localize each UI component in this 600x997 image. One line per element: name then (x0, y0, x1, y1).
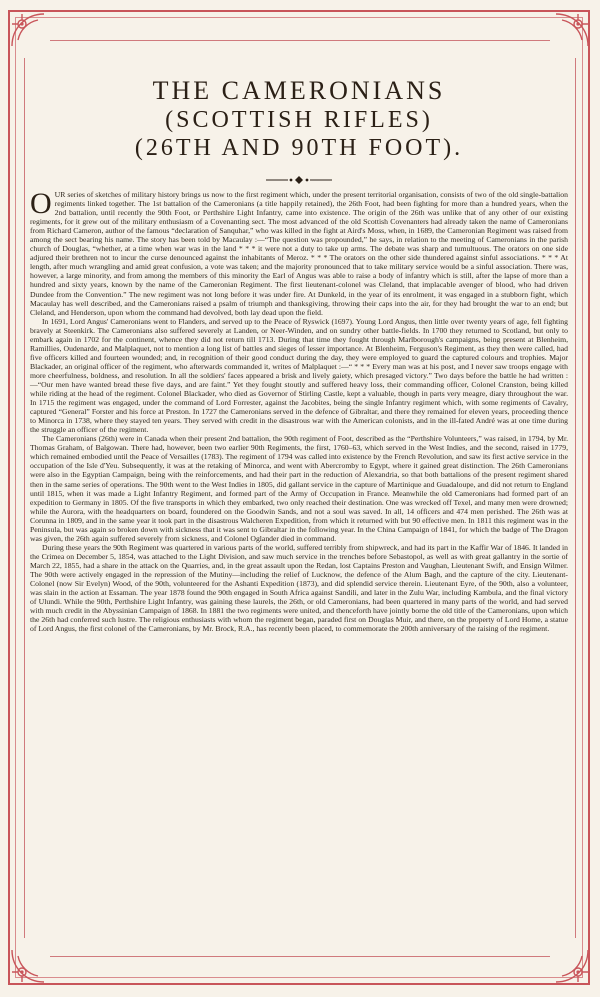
title-line-3: (26TH AND 90TH FOOT). (134, 135, 464, 161)
page-title (30, 76, 568, 162)
corner-ornament-bottom-right-icon (552, 946, 592, 986)
corner-ornament-top-left-icon (8, 10, 48, 50)
title-line-1: THE CAMERONIANS (152, 76, 446, 105)
paragraph: OUR series of sketches of military history brings us now to the first regiment which, under the present territorial organisation, consists of two of the old single-battalion regiments linked together. The 1st battalion of the Cameronians (a title happily retained), the 26th Foot, had been fighting for more than a hundred years, when the 2nd battalion, until recently the 90th Foot, or Perthshire Light Infantry, came into existence. The origin of the 26th was unlike that of any other of our existing regiments, for it grew out of the military enthusiasm of a Covenanting sect. The most advanced of the old Scottish Covenanters had already taken the name of Cameronians from Richard Cameron, author of the famous “declaration of Sanquhar,” who was killed in the fight at Aird's Moss, when, in 1689, the Cameronian Regiment was raised from among the sect bearing his name. The story has been told by Macaulay :—“The question was propounded,” he says, in relation to the meeting of Cameronians in the parish church of Douglas, “whether, at a time when war was in the land * * * it were not a duty to take up arms. The debate was sharp and tumultuous. The orators on one side adjured their brethren not to incur the curse denounced against the inhabitants of Meroz. * * * The orators on the other side thundered against sinful associations. * * * At length, after much wrangling and amid great confusion, a vote was taken; and the majority pronounced that to take military service would be a sinful association. There was, however, a large minority, and from among the members of this minority the Earl of Angus was able to raise a body of infantry which is still, after the lapse of more than a hundred and sixty years, known by the name of the Cameronian Regiment. The first lieutenant-colonel was Cleland, that implacable avenger of blood, who had driven Dundee from the Convention.” The new regiment was not long before it was under fire. At Dunkeld, in the year of its enrolment, it was engaged in a stubborn fight, which Macaulay has well described, and the Cameronians raised a psalm of triumph and thanksgiving, throwing their caps into the air, for they had brought the war to an end; but Cleland, and Henderson, upon whom the command had devolved, both lay dead upon the field. (30, 187, 568, 317)
top-rule (50, 40, 550, 41)
left-rule (24, 58, 25, 938)
title-line-2: (SCOTTISH RIFLES) (165, 107, 433, 133)
paragraph: During these years the 90th Regiment was quartered in various parts of the world, suffered terribly from shipwreck, and had its part in the Kaffir War of 1846. It landed in the Crimea on December 5, 1854, was attached to the Light Division, and saw much service in the trenches before Sebastopol, as well as with great gallantry in the sortie of March 22, 1855, had a share in the attack on the Quarries, and, in the great assault upon the Redan, lost Captains Preston and Vaughan, Lieutenant Swift, and Ensign Wilmer. The 90th were actively engaged in the repression of the Mutiny—including the relief of Lucknow, the defence of the Alum Bagh, and the capture of the city. Lieutenant-Colonel (now Sir Evelyn) Wood, of the 90th, volunteered for the Ashanti Expedition (1873), and did splendid service therein. Lieutenant Eyre, of the 90th, also a volunteer, was slain in the action at Essaman. The year 1878 found the 90th engaged in South Africa against Sandili, and later in the Zulu War, including Kambula, and the final victory of Ulundi. While the 90th, Perthshire Light Infantry, was gaining these laurels, the 26th, or old Cameronians, had been quartered in many parts of the world, and had served with much credit in the Abyssinian Campaign of 1868. In 1881 the two regiments were united, and thenceforth have jointly borne the old title of the Cameronians, upon which the 26th had conferred such lustre. The religious enthusiasts with whom the regiment began, paraded first on Douglas Muir, and there, on the property of Lord Home, a statue of Lord Angus, the first colonel of the Cameronians, by Mr. Brock, R.A., has recently been placed, to commemorate the 200th anniversary of the raising of the regiment. (30, 542, 568, 634)
article-body (30, 187, 568, 634)
right-rule (575, 58, 576, 938)
drop-cap: O (30, 187, 52, 220)
paragraph: The Cameronians (26th) were in Canada when their present 2nd battalion, the 90th regiment of Foot, described as the “Perthshire Volunteers,” was raised, in 1794, by Mr. Thomas Graham, of Balgowan. There had, however, been two earlier 90th Regiments, the first, 1760–63, which served in the West Indies, and the second, raised in 1779, which remained embodied until the Peace of Versailles (1783). The regiment of 1794 was called into existence by the French Revolution, and saw its first active service in the occupation of the Isle d'Yeu. Subsequently, it was at the retaking of Minorca, and went with Abercromby to Egypt, where it gained great distinction. The 26th Cameronians were also in the Egyptian Campaign, being with the reinforcements, and had their part in the reduction of Alexandria, so that both battalions of the present regiment shared then in the same series of operations. The 90th went to the West Indies in 1805, did gallant service in the capture of Martinique and Guadaloupe, and did not return to England until 1815, when it was made a Light Infantry Regiment, and formed part of the Army of Occupation in France. Meanwhile the old Cameronians had formed part of an expedition to Germany in 1805. Of the five transports in which they embarked, two only reached their destination. One was wrecked off Texel, and many men were drowned; while the Aurora, with the headquarters on board, foundered on the Goodwin Sands, and not a soul was saved. In all, 14 officers and 474 men perished. The 26th was at Corunna in 1809, and in the same year it took part in the disastrous Walcheren Expedition, from which it returned with but 90 effective men. In 1811 this regiment was in the Peninsula, but was again so broken down with sickness that it was sent to Gibraltar in the following year. In the China Campaign of 1841, for which the badge of The Dragon was given, the 26th again suffered severely from sickness, and Colonel Oglander died in command. (30, 434, 568, 543)
corner-ornament-top-right-icon (552, 10, 592, 50)
fleuron-divider-icon (30, 172, 568, 182)
bottom-rule (50, 956, 550, 957)
article (30, 66, 568, 633)
corner-ornament-bottom-left-icon (8, 946, 48, 986)
paragraph: In 1691, Lord Angus' Cameronians went to Flanders, and served up to the Peace of Ryswick (1697). Young Lord Angus, then little over twenty years of age, fell fighting bravely at Steenkirk. The Cameronians also suffered severely at Landen, or Neer-Winden, and on sundry other battle-fields. In 1700 they returned to Scotland, but only to embark again in 1702 for the continent, whence they did not return till 1713. During that time they fought through Marlborough's campaigns, being present at Blenheim, Ramillies, Oudenarde, and Malplaquet, not to mention a long list of battles and sieges of lesser importance. At Blenheim, Ferguson's Regiment, as they then were called, had five officers killed and fourteen wounded; and, in recognition of their good conduct during the day, they were employed to guard the captured colours and trophies. Major Blackader, an original officer of the regiment, who afterwards commanded it, writes of Malplaquet :—“ * * * Every man was at his post, and I never saw troops engage with more cheerfulness, boldness, and resolution. In all the soldiers' faces appeared a brisk and lively gaiety, which presaged victory.” Two days before the battle he had written :—“Our men have wanted bread these five days, and are faint.” Yet they fought stoutly and suffered heavy loss, their commanding officer, Colonel Cranston, being killed while riding at the head of the regiment. Colonel Blackader, who died as Governor of Stirling Castle, kept a valuable, though in parts very meagre, diary throughout the war. In 1715 the regiment was engaged, under the command of Lord Forrester, against the Jacobites, being the single Infantry regiment which, with some regiments of Cavalry, captured “General” Forster and his force at Preston. In 1727 the Cameronians served in the defence of Gibraltar, and there they remained for eleven years, proceeding thence to Minorca in 1738, where they stayed ten years. They served with credit in the disastrous war with the American colonists, and in the ill-fated André was at one time during the struggle an officer of the regiment. (30, 316, 568, 435)
